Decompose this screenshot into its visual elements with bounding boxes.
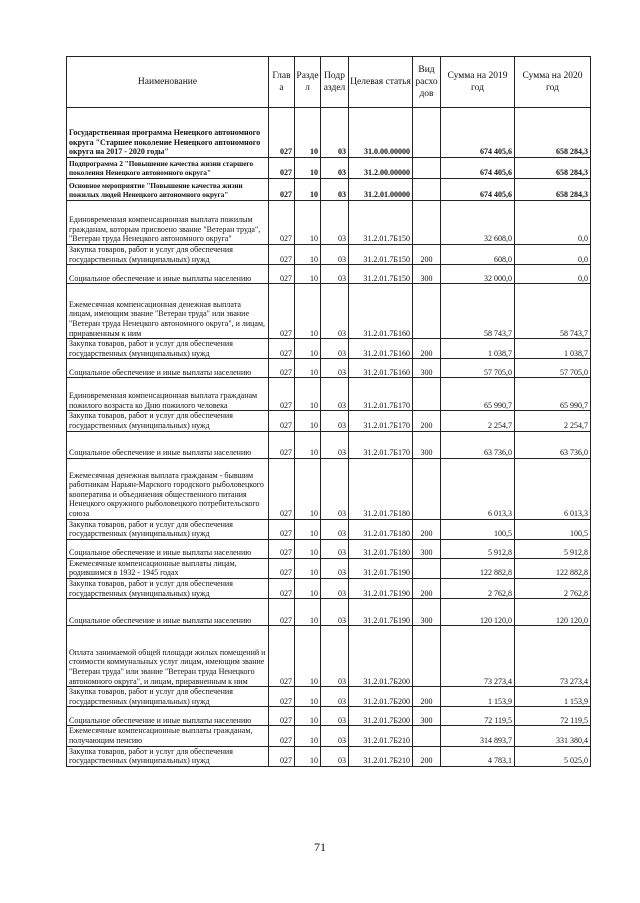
row-glava: 027 xyxy=(269,339,295,359)
row-razdel: 10 xyxy=(295,411,321,431)
row-glava: 027 xyxy=(269,726,295,746)
row-glava: 027 xyxy=(269,158,295,179)
table-row xyxy=(67,179,591,201)
row-glava: 027 xyxy=(269,284,295,339)
row-razdel: 10 xyxy=(295,539,321,558)
row-podrazdel: 03 xyxy=(321,687,349,707)
row-kvr xyxy=(413,558,441,578)
row-name: Социальное обеспечение и иные выплаты населению xyxy=(67,599,269,626)
row-glava: 027 xyxy=(269,578,295,598)
table-row xyxy=(67,411,591,431)
row-kvr: 300 xyxy=(413,599,441,626)
row-podrazdel: 03 xyxy=(321,578,349,598)
row-razdel: 10 xyxy=(295,707,321,726)
row-sum-2020: 72 119,5 xyxy=(515,707,591,726)
row-target: 31.2.01.7Б200 xyxy=(349,687,413,707)
table-row xyxy=(67,746,591,766)
row-kvr xyxy=(413,108,441,158)
row-name: Закупка товаров, работ и услуг для обеспечения государственных (муниципальных) нужд xyxy=(67,245,269,265)
row-target: 31.2.01.7Б200 xyxy=(349,626,413,687)
row-sum-2019: 32 000,0 xyxy=(441,265,515,284)
row-kvr: 200 xyxy=(413,578,441,598)
row-sum-2020: 63 736,0 xyxy=(515,431,591,458)
row-sum-2020: 0,0 xyxy=(515,245,591,265)
row-sum-2020: 57 705,0 xyxy=(515,359,591,378)
header-target: Целевая статья xyxy=(349,57,413,108)
row-kvr: 300 xyxy=(413,431,441,458)
row-sum-2019: 65 990,7 xyxy=(441,378,515,411)
row-podrazdel: 03 xyxy=(321,108,349,158)
table-row xyxy=(67,707,591,726)
row-razdel: 10 xyxy=(295,378,321,411)
row-podrazdel: 03 xyxy=(321,539,349,558)
row-sum-2020: 658 284,3 xyxy=(515,108,591,158)
budget-table xyxy=(66,56,591,767)
row-sum-2020: 0,0 xyxy=(515,265,591,284)
row-razdel: 10 xyxy=(295,339,321,359)
row-glava: 027 xyxy=(269,558,295,578)
page-number: 71 xyxy=(314,840,326,854)
row-target: 31.2.01.7Б150 xyxy=(349,201,413,245)
row-kvr xyxy=(413,378,441,411)
header-sum-2019: Сумма на 2019 год xyxy=(441,57,515,108)
row-razdel: 10 xyxy=(295,108,321,158)
header-sum-2020: Сумма на 2020 год xyxy=(515,57,591,108)
row-podrazdel: 03 xyxy=(321,746,349,766)
row-target: 31.2.01.7Б160 xyxy=(349,339,413,359)
row-target: 31.2.01.7Б190 xyxy=(349,578,413,598)
row-sum-2019: 73 273,4 xyxy=(441,626,515,687)
row-sum-2019: 4 783,1 xyxy=(441,746,515,766)
row-podrazdel: 03 xyxy=(321,458,349,519)
table-row xyxy=(67,245,591,265)
row-sum-2020: 1 153,9 xyxy=(515,687,591,707)
row-sum-2020: 100,5 xyxy=(515,519,591,539)
table-row xyxy=(67,539,591,558)
row-sum-2019: 1 153,9 xyxy=(441,687,515,707)
row-podrazdel: 03 xyxy=(321,179,349,201)
row-kvr: 200 xyxy=(413,746,441,766)
row-sum-2020: 73 273,4 xyxy=(515,626,591,687)
row-target: 31.2.01.7Б170 xyxy=(349,431,413,458)
row-name: Социальное обеспечение и иные выплаты населению xyxy=(67,707,269,726)
row-sum-2019: 2 762,8 xyxy=(441,578,515,598)
row-sum-2019: 72 119,5 xyxy=(441,707,515,726)
table-row xyxy=(67,599,591,626)
row-sum-2020: 5 912,8 xyxy=(515,539,591,558)
row-target: 31.2.01.7Б150 xyxy=(349,265,413,284)
row-glava: 027 xyxy=(269,179,295,201)
table-row xyxy=(67,687,591,707)
table-header-row xyxy=(67,57,591,108)
row-target: 31.2.00.00000 xyxy=(349,158,413,179)
row-razdel: 10 xyxy=(295,359,321,378)
row-podrazdel: 03 xyxy=(321,599,349,626)
row-target: 31.2.01.7Б180 xyxy=(349,539,413,558)
row-razdel: 10 xyxy=(295,626,321,687)
row-glava: 027 xyxy=(269,359,295,378)
row-target: 31.2.01.7Б190 xyxy=(349,599,413,626)
header-razdel: Разде л xyxy=(295,57,321,108)
row-sum-2019: 6 013,3 xyxy=(441,458,515,519)
row-kvr: 300 xyxy=(413,707,441,726)
row-kvr xyxy=(413,626,441,687)
row-target: 31.0.00.00000 xyxy=(349,108,413,158)
row-podrazdel: 03 xyxy=(321,201,349,245)
row-name: Основное мероприятие "Повышение качества жизни пожилых людей Ненецкого автономного округа" xyxy=(67,179,269,201)
header-podrazdel: Подр аздел xyxy=(321,57,349,108)
row-razdel: 10 xyxy=(295,179,321,201)
row-target: 31.2.01.7Б190 xyxy=(349,558,413,578)
table-row xyxy=(67,558,591,578)
row-name: Подпрограмма 2 "Повышение качества жизни старшего поколения Ненецкого автономного округа" xyxy=(67,158,269,179)
budget-page xyxy=(66,56,590,767)
table-row xyxy=(67,458,591,519)
row-name: Социальное обеспечение и иные выплаты населению xyxy=(67,539,269,558)
row-name: Единовременная компенсационная выплата гражданам пожилого возраста ко Дню пожилого человека xyxy=(67,378,269,411)
row-name: Закупка товаров, работ и услуг для обеспечения государственных (муниципальных) нужд xyxy=(67,411,269,431)
row-podrazdel: 03 xyxy=(321,726,349,746)
row-glava: 027 xyxy=(269,519,295,539)
row-sum-2019: 120 120,0 xyxy=(441,599,515,626)
table-row xyxy=(67,378,591,411)
row-podrazdel: 03 xyxy=(321,265,349,284)
row-sum-2019: 674 405,6 xyxy=(441,108,515,158)
row-name: Ежемесячная денежная выплата гражданам - бывшим работникам Нарьян-Марского городского рыболовецкого кооператива и объединения общественного питания Ненецкого окружного рыболовецкого потребительского союза xyxy=(67,458,269,519)
row-sum-2019: 608,0 xyxy=(441,245,515,265)
row-target: 31.2.01.7Б210 xyxy=(349,726,413,746)
row-razdel: 10 xyxy=(295,201,321,245)
row-razdel: 10 xyxy=(295,726,321,746)
row-glava: 027 xyxy=(269,458,295,519)
table-row xyxy=(67,108,591,158)
row-podrazdel: 03 xyxy=(321,626,349,687)
table-row xyxy=(67,201,591,245)
row-kvr: 300 xyxy=(413,359,441,378)
row-glava: 027 xyxy=(269,746,295,766)
row-sum-2019: 1 038,7 xyxy=(441,339,515,359)
table-row xyxy=(67,578,591,598)
row-kvr: 200 xyxy=(413,411,441,431)
row-target: 31.2.01.7Б180 xyxy=(349,519,413,539)
row-kvr: 200 xyxy=(413,687,441,707)
row-sum-2020: 658 284,3 xyxy=(515,158,591,179)
row-podrazdel: 03 xyxy=(321,707,349,726)
row-target: 31.2.01.7Б170 xyxy=(349,378,413,411)
row-glava: 027 xyxy=(269,626,295,687)
row-name: Ежемесячные компенсационные выплаты гражданам, получающим пенсию xyxy=(67,726,269,746)
row-sum-2020: 658 284,3 xyxy=(515,179,591,201)
row-name: Единовременная компенсационная выплата пожилым гражданам, которым присвоено звание "Ветеран труда", "Ветеран труда Ненецкого автономного округа" xyxy=(67,201,269,245)
row-sum-2019: 674 405,6 xyxy=(441,158,515,179)
table-row xyxy=(67,431,591,458)
row-glava: 027 xyxy=(269,539,295,558)
row-podrazdel: 03 xyxy=(321,411,349,431)
row-sum-2020: 120 120,0 xyxy=(515,599,591,626)
row-sum-2019: 58 743,7 xyxy=(441,284,515,339)
row-target: 31.2.01.7Б170 xyxy=(349,411,413,431)
header-glava: Глав а xyxy=(269,57,295,108)
row-name: Ежемесячные компенсационные выплаты лицам, родившимся в 1932 - 1945 годах xyxy=(67,558,269,578)
row-kvr: 200 xyxy=(413,245,441,265)
row-podrazdel: 03 xyxy=(321,158,349,179)
row-kvr: 200 xyxy=(413,339,441,359)
table-body xyxy=(67,108,591,767)
row-target: 31.2.01.7Б200 xyxy=(349,707,413,726)
row-name: Социальное обеспечение и иные выплаты населению xyxy=(67,359,269,378)
row-name: Закупка товаров, работ и услуг для обеспечения государственных (муниципальных) нужд xyxy=(67,746,269,766)
row-glava: 027 xyxy=(269,707,295,726)
row-razdel: 10 xyxy=(295,746,321,766)
row-podrazdel: 03 xyxy=(321,558,349,578)
row-name: Оплата занимаемой общей площади жилых помещений и стоимости коммунальных услуг лицам, имеющим звание "Ветеран труда" или звание "Ветеран труда Ненецкого автономного округа", и лицам, приравненным к ним xyxy=(67,626,269,687)
row-name: Социальное обеспечение и иные выплаты населению xyxy=(67,431,269,458)
row-kvr xyxy=(413,458,441,519)
row-target: 31.2.01.7Б160 xyxy=(349,284,413,339)
row-podrazdel: 03 xyxy=(321,284,349,339)
row-glava: 027 xyxy=(269,265,295,284)
row-target: 31.2.01.00000 xyxy=(349,179,413,201)
row-kvr: 300 xyxy=(413,539,441,558)
table-row xyxy=(67,339,591,359)
row-sum-2020: 2 254,7 xyxy=(515,411,591,431)
row-glava: 027 xyxy=(269,201,295,245)
row-kvr xyxy=(413,284,441,339)
row-sum-2020: 5 025,0 xyxy=(515,746,591,766)
row-target: 31.2.01.7Б160 xyxy=(349,359,413,378)
row-sum-2019: 100,5 xyxy=(441,519,515,539)
row-name: Закупка товаров, работ и услуг для обеспечения государственных (муниципальных) нужд xyxy=(67,578,269,598)
row-kvr xyxy=(413,158,441,179)
row-sum-2019: 57 705,0 xyxy=(441,359,515,378)
row-sum-2019: 2 254,7 xyxy=(441,411,515,431)
row-target: 31.2.01.7Б150 xyxy=(349,245,413,265)
row-podrazdel: 03 xyxy=(321,359,349,378)
row-name: Государственная программа Ненецкого автономного округа "Старшее поколение Ненецкого автономного округа на 2017 - 2020 годы" xyxy=(67,108,269,158)
row-glava: 027 xyxy=(269,245,295,265)
row-glava: 027 xyxy=(269,431,295,458)
row-kvr: 300 xyxy=(413,265,441,284)
row-podrazdel: 03 xyxy=(321,378,349,411)
row-podrazdel: 03 xyxy=(321,245,349,265)
row-name: Социальное обеспечение и иные выплаты населению xyxy=(67,265,269,284)
row-razdel: 10 xyxy=(295,578,321,598)
header-name: Наименование xyxy=(67,57,269,108)
row-kvr xyxy=(413,179,441,201)
row-podrazdel: 03 xyxy=(321,431,349,458)
row-razdel: 10 xyxy=(295,687,321,707)
row-kvr: 200 xyxy=(413,519,441,539)
row-name: Ежемесячная компенсационная денежная выплата лицам, имеющим звание "Ветеран труда" или звание "Ветеран труда Ненецкого автономного округа", и лицам, приравненным к ним xyxy=(67,284,269,339)
row-name: Закупка товаров, работ и услуг для обеспечения государственных (муниципальных) нужд xyxy=(67,519,269,539)
row-razdel: 10 xyxy=(295,284,321,339)
row-glava: 027 xyxy=(269,411,295,431)
row-razdel: 10 xyxy=(295,158,321,179)
table-row xyxy=(67,158,591,179)
row-razdel: 10 xyxy=(295,519,321,539)
table-row xyxy=(67,519,591,539)
row-kvr xyxy=(413,726,441,746)
table-row xyxy=(67,359,591,378)
row-sum-2019: 32 608,0 xyxy=(441,201,515,245)
row-name: Закупка товаров, работ и услуг для обеспечения государственных (муниципальных) нужд xyxy=(67,687,269,707)
row-target: 31.2.01.7Б180 xyxy=(349,458,413,519)
row-sum-2019: 674 405,6 xyxy=(441,179,515,201)
row-sum-2020: 58 743,7 xyxy=(515,284,591,339)
header-kvr: Вид расхо дов xyxy=(413,57,441,108)
row-razdel: 10 xyxy=(295,265,321,284)
row-sum-2020: 122 882,8 xyxy=(515,558,591,578)
row-sum-2020: 0,0 xyxy=(515,201,591,245)
table-row xyxy=(67,265,591,284)
row-sum-2020: 331 380,4 xyxy=(515,726,591,746)
row-sum-2020: 65 990,7 xyxy=(515,378,591,411)
row-glava: 027 xyxy=(269,108,295,158)
row-glava: 027 xyxy=(269,599,295,626)
row-sum-2020: 2 762,8 xyxy=(515,578,591,598)
row-sum-2019: 5 912,8 xyxy=(441,539,515,558)
row-razdel: 10 xyxy=(295,558,321,578)
row-name: Закупка товаров, работ и услуг для обеспечения государственных (муниципальных) нужд xyxy=(67,339,269,359)
row-target: 31.2.01.7Б210 xyxy=(349,746,413,766)
table-row xyxy=(67,726,591,746)
row-razdel: 10 xyxy=(295,599,321,626)
row-sum-2019: 122 882,8 xyxy=(441,558,515,578)
row-glava: 027 xyxy=(269,687,295,707)
row-sum-2020: 1 038,7 xyxy=(515,339,591,359)
row-razdel: 10 xyxy=(295,245,321,265)
row-podrazdel: 03 xyxy=(321,519,349,539)
row-razdel: 10 xyxy=(295,431,321,458)
table-row xyxy=(67,284,591,339)
table-row xyxy=(67,626,591,687)
row-sum-2019: 314 893,7 xyxy=(441,726,515,746)
row-kvr xyxy=(413,201,441,245)
row-podrazdel: 03 xyxy=(321,339,349,359)
row-glava: 027 xyxy=(269,378,295,411)
row-razdel: 10 xyxy=(295,458,321,519)
row-sum-2019: 63 736,0 xyxy=(441,431,515,458)
row-sum-2020: 6 013,3 xyxy=(515,458,591,519)
